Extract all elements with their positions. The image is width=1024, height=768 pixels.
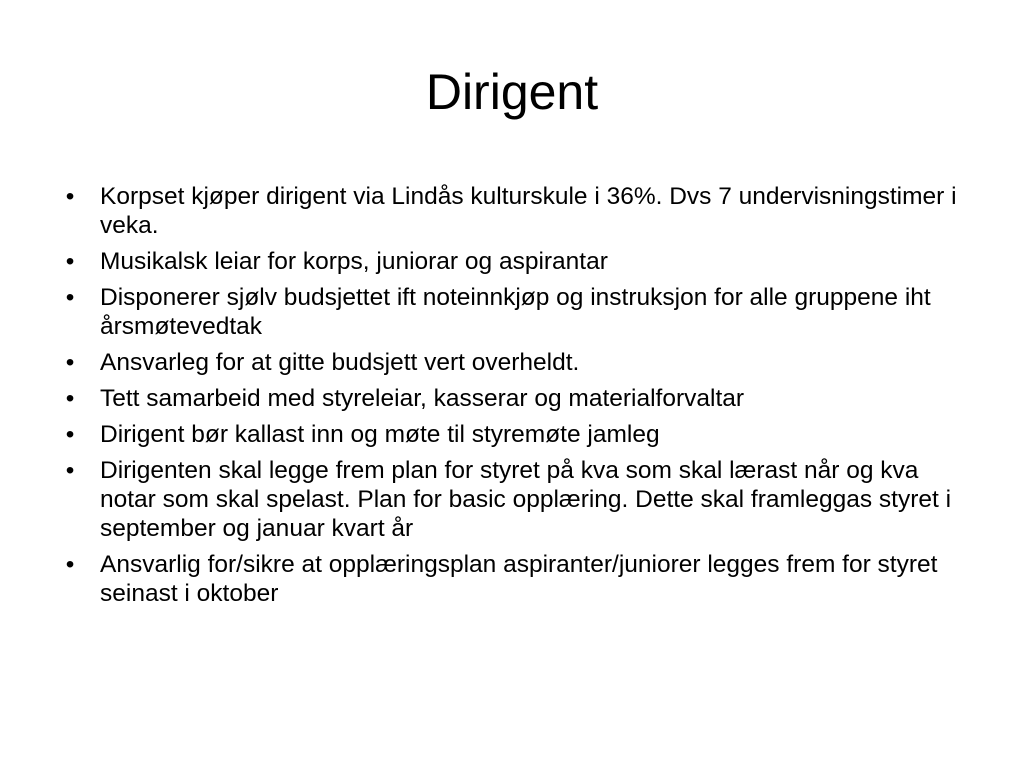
bullet-text: Disponerer sjølv budsjettet ift noteinnkjøp og instruksjon for alle gruppene iht årsmøtevedtak: [100, 284, 931, 340]
bullet-list: [60, 182, 980, 615]
bullet-icon: •: [65, 551, 75, 578]
slide-title: Dirigent: [425, 64, 599, 120]
bullet-text: Musikalsk leiar for korps, juniorar og aspirantar: [100, 248, 608, 275]
bullet-text: Ansvarlig for/sikre at opplæringsplan aspiranter/juniorer legges frem for styret seinast i oktober: [100, 551, 938, 607]
bullet-item: [60, 384, 980, 413]
bullet-icon: •: [65, 421, 75, 448]
bullet-item: [60, 420, 980, 449]
bullet-item: [60, 550, 980, 608]
bullet-text: Dirigent bør kallast inn og møte til styremøte jamleg: [100, 421, 660, 448]
bullet-icon: •: [65, 349, 75, 376]
bullet-icon: •: [65, 183, 75, 210]
bullet-icon: •: [65, 284, 75, 311]
bullet-icon: •: [65, 457, 75, 484]
bullet-text: Tett samarbeid med styreleiar, kasserar og materialforvaltar: [100, 385, 745, 412]
bullet-item: [60, 247, 980, 276]
bullet-text: Korpset kjøper dirigent via Lindås kulturskule i 36%. Dvs 7 undervisningstimer i veka.: [100, 183, 957, 239]
bullet-item: [60, 348, 980, 377]
bullet-item: [60, 182, 980, 240]
bullet-item: [60, 283, 980, 341]
bullet-item: [60, 456, 980, 543]
bullet-text: Ansvarleg for at gitte budsjett vert overheldt.: [100, 349, 580, 376]
bullet-icon: •: [65, 248, 75, 275]
bullet-icon: •: [65, 385, 75, 412]
bullet-text: Dirigenten skal legge frem plan for styret på kva som skal lærast når og kva notar som skal spelast. Plan for basic opplæring. Dette skal framleggas styret i september og januar kvart år: [100, 457, 952, 542]
